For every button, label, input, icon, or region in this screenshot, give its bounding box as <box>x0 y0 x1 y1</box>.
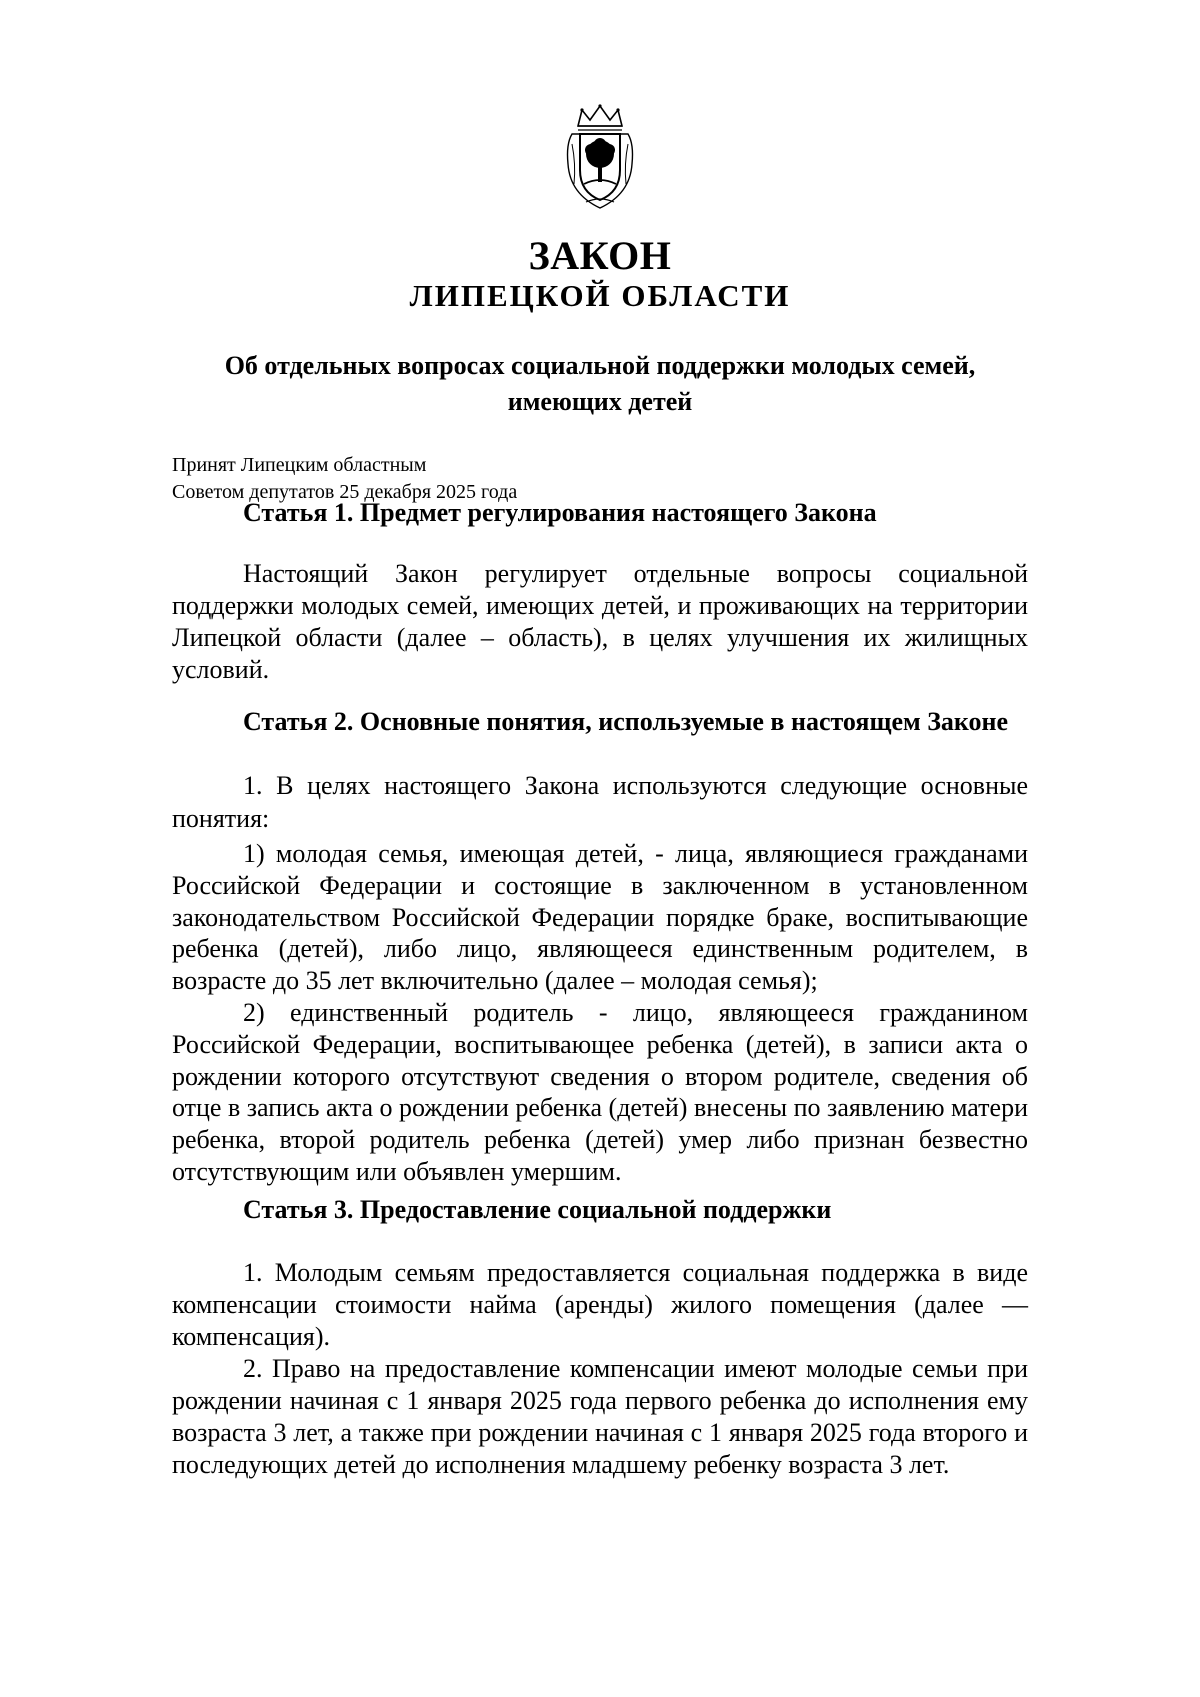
law-title: ЗАКОН <box>528 233 672 278</box>
article-3-heading: Статья 3. Предоставление социальной поддержки <box>243 1195 832 1224</box>
article-2-paragraph-2: 1) молодая семья, имеющая детей, - лица, являющиеся гражданами Российской Федерации и состоящие в заключенном в установленном законодательством Российской Федерации порядке браке, воспитывающие ребенка (детей), либо лицо, являющееся единственным родителем, в возрасте до 35 лет включительно (далее – молодая семья); <box>172 839 1028 996</box>
coat-of-arms-icon <box>560 104 640 214</box>
article-1-heading: Статья 1. Предмет регулирования настоящего Закона <box>243 498 877 527</box>
article-2-paragraph-1: 1. В целях настоящего Закона используются следующие основные понятия: <box>172 771 1028 833</box>
adoption-note-line-2: Советом депутатов 25 декабря 2025 года <box>172 481 518 503</box>
law-region: ЛИПЕЦКОЙ ОБЛАСТИ <box>409 278 791 313</box>
article-2-heading: Статья 2. Основные понятия, используемые в настоящем Законе <box>243 707 1009 736</box>
article-1-paragraph-1: Настоящий Закон регулирует отдельные вопросы социальной поддержки молодых семей, имеющих детей, и проживающих на территории Липецкой области (далее – область), в целях улучшения их жилищных условий. <box>172 559 1028 684</box>
article-2-paragraph-3: 2) единственный родитель - лицо, являющееся гражданином Российской Федерации, воспитывающее ребенка (детей), в записи акта о рождении которого отсутствуют сведения о втором родителе, сведения об отце в запись акта о рождении ребенка (детей) внесены по заявлению матери ребенка, второй родитель ребенка (детей) умер либо признан безвестно отсутствующим или объявлен умершим. <box>172 998 1028 1186</box>
law-subject: Об отдельных вопросах социальной поддержки молодых семей, имеющих детей <box>224 351 976 416</box>
adoption-note-line-1: Принят Липецким областным <box>172 454 427 476</box>
article-3-paragraph-2: 2. Право на предоставление компенсации имеют молодые семьи при рождении начиная с 1 января 2025 года первого ребенка до исполнения ему возраста 3 лет, а также при рождении начиная с 1 января 2025 года второго и последующих детей до исполнения младшему ребенку возраста 3 лет. <box>172 1354 1028 1479</box>
article-3-paragraph-1: 1. Молодым семьям предоставляется социальная поддержка в виде компенсации стоимости найма (аренды) жилого помещения (далее — компенсация). <box>172 1258 1028 1351</box>
